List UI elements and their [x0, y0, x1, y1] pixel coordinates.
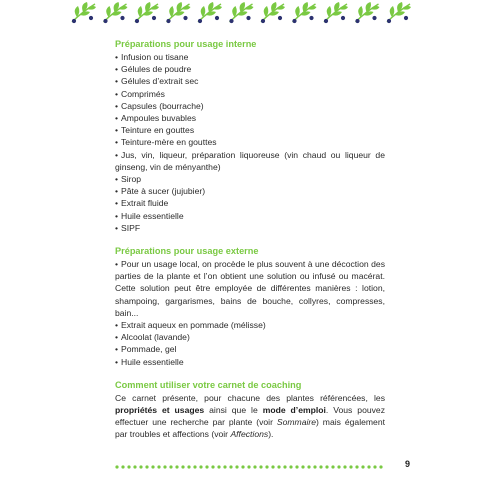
list-item-text: Pâte à sucer (jujubier) — [121, 186, 206, 197]
leaf-shape — [301, 11, 311, 15]
leaf-shape — [269, 11, 279, 15]
page-content — [115, 38, 385, 441]
leaf-shape — [206, 11, 216, 15]
leaf-shape — [182, 6, 191, 10]
external-use-list — [115, 258, 385, 368]
separator-dot — [127, 465, 130, 468]
list-item — [115, 51, 385, 63]
berry-dot — [135, 19, 139, 23]
leaf-shape — [114, 2, 119, 12]
separator-dot — [133, 465, 136, 468]
berry-dot — [198, 19, 202, 23]
berry-dot — [341, 16, 345, 20]
leaf-shape — [177, 2, 182, 12]
list-item-text: Extrait fluide — [121, 198, 169, 209]
bullet-glyph: • — [115, 174, 119, 185]
leaf-shape — [245, 6, 254, 10]
leaf-shape — [175, 11, 185, 15]
leaf-shape — [240, 2, 245, 12]
bullet-glyph: • — [115, 222, 119, 233]
separator-dot — [325, 465, 328, 468]
list-item — [115, 356, 385, 368]
separator-dot — [121, 465, 124, 468]
berry-dot — [404, 16, 408, 20]
berry-dot — [324, 19, 328, 23]
leaf-shape — [276, 6, 285, 10]
list-item — [115, 149, 385, 173]
separator-dot — [259, 465, 262, 468]
berry-dot — [72, 19, 76, 23]
list-item — [115, 210, 385, 222]
coaching-heading: Comment utiliser votre carnet de coaching — [115, 379, 302, 390]
list-item-text: Gélules de poudre — [121, 64, 192, 75]
separator-dot — [379, 465, 382, 468]
separator-dot — [187, 465, 190, 468]
separator-dot — [229, 465, 232, 468]
berry-dot — [166, 19, 170, 23]
separator-dot — [343, 465, 346, 468]
dotted-separator — [115, 464, 385, 470]
bullet-glyph: • — [115, 88, 119, 99]
coaching-paragraph — [115, 392, 385, 441]
bullet-glyph: • — [115, 320, 119, 331]
bullet-glyph: • — [115, 64, 119, 75]
list-item — [115, 124, 385, 136]
separator-dot — [181, 465, 184, 468]
list-item — [115, 136, 385, 148]
separator-dot — [199, 465, 202, 468]
separator-dot — [265, 465, 268, 468]
leaf-shape — [303, 2, 308, 12]
berry-dot — [152, 16, 156, 20]
separator-dot — [115, 465, 118, 468]
separator-dot — [295, 465, 298, 468]
bullet-glyph: • — [115, 332, 119, 343]
separator-dot — [373, 465, 376, 468]
separator-dot — [145, 465, 148, 468]
list-item — [115, 319, 385, 331]
list-item — [115, 173, 385, 185]
leaf-motif — [72, 2, 96, 23]
bullet-glyph: • — [115, 149, 119, 160]
list-item — [115, 63, 385, 75]
separator-dot — [151, 465, 154, 468]
bullet-glyph: • — [115, 344, 119, 355]
list-item-text: Pour un usage local, on procède le plus souvent à une décoction des parties de la plante et l’on obtient une solution ou infusé ou macérat. Cette solution peut être employée de différentes manières : lotion, shampoing, gargarismes, bains de bouche, collyres, compresses, bain... — [115, 259, 385, 318]
separator-dot — [307, 465, 310, 468]
berry-dot — [120, 16, 124, 20]
leaf-border-decoration — [68, 0, 415, 26]
list-item-text: Pommade, gel — [121, 344, 177, 355]
list-item-text: Huile essentielle — [121, 356, 184, 367]
berry-dot — [215, 16, 219, 20]
bullet-glyph: • — [115, 100, 119, 111]
bullet-glyph: • — [115, 259, 119, 270]
berry-dot — [309, 16, 313, 20]
coaching-bold-properties: propriétés et usages — [115, 405, 205, 416]
list-item-text: Comprimés — [121, 88, 165, 99]
list-item — [115, 88, 385, 100]
leaf-shape — [80, 11, 90, 15]
list-item — [115, 75, 385, 87]
berry-dot — [372, 16, 376, 20]
berry-dot — [261, 19, 265, 23]
leaf-motif — [135, 2, 159, 23]
bullet-glyph: • — [115, 198, 119, 209]
leaf-motif — [355, 2, 379, 23]
list-item-text: Gélules d’extrait sec — [121, 76, 199, 87]
list-item — [115, 222, 385, 234]
coaching-italic-sommaire: Sommaire — [276, 417, 317, 428]
leaf-shape — [143, 11, 153, 15]
leaf-shape — [213, 6, 222, 10]
leaf-shape — [308, 6, 317, 10]
coaching-italic-affections: Affections — [230, 429, 269, 440]
leaf-shape — [87, 6, 96, 10]
separator-dot — [253, 465, 256, 468]
bullet-glyph: • — [115, 125, 119, 136]
leaf-motif — [387, 2, 411, 23]
berry-dot — [246, 16, 250, 20]
list-item-text: Sirop — [121, 174, 142, 185]
bullet-glyph: • — [115, 52, 119, 62]
leaf-shape — [402, 6, 411, 10]
separator-dot — [355, 465, 358, 468]
bullet-glyph: • — [115, 76, 119, 87]
leaf-motif — [261, 2, 285, 23]
leaf-motif — [166, 2, 190, 23]
list-item-text: Infusion ou tisane — [121, 52, 189, 62]
separator-dot — [361, 465, 364, 468]
leaf-shape — [371, 6, 380, 10]
coaching-text-4: ) mais également par troubles et affections (voir — [115, 417, 385, 440]
coaching-text-5: ). — [268, 429, 274, 440]
separator-dot — [271, 465, 274, 468]
list-item-text: Huile essentielle — [121, 210, 184, 221]
list-item — [115, 197, 385, 209]
separator-dot — [349, 465, 352, 468]
berry-dot — [229, 19, 233, 23]
separator-dot — [235, 465, 238, 468]
leaf-shape — [208, 2, 213, 12]
list-item-text: Alcoolat (lavande) — [121, 332, 190, 343]
separator-dot — [175, 465, 178, 468]
separator-dot — [211, 465, 214, 468]
separator-dot — [223, 465, 226, 468]
separator-dot — [241, 465, 244, 468]
bullet-glyph: • — [115, 210, 119, 221]
list-item — [115, 331, 385, 343]
separator-dot — [337, 465, 340, 468]
leaf-shape — [332, 11, 342, 15]
coaching-bold-mode: mode d’emploi — [262, 405, 326, 416]
list-item-text: Teinture en gouttes — [121, 125, 195, 136]
internal-use-heading: Préparations pour usage interne — [115, 39, 257, 49]
separator-dot — [169, 465, 172, 468]
separator-dot — [289, 465, 292, 468]
separator-dot — [283, 465, 286, 468]
internal-use-list — [115, 51, 385, 234]
leaf-shape — [339, 6, 348, 10]
separator-dot — [247, 465, 250, 468]
separator-dot — [301, 465, 304, 468]
list-item — [115, 100, 385, 112]
coaching-text-1: Ce carnet présente, pour chacune des plantes référencées, les — [115, 392, 385, 403]
leaf-shape — [112, 11, 122, 15]
leaf-shape — [271, 2, 276, 12]
list-item-text: Extrait aqueux en pommade (mélisse) — [121, 320, 266, 331]
leaf-shape — [397, 2, 402, 12]
bullet-glyph: • — [115, 186, 119, 197]
leaf-shape — [395, 11, 405, 15]
berry-dot — [387, 19, 391, 23]
list-item — [115, 112, 385, 124]
leaf-motif — [103, 2, 127, 23]
page-number: 9 — [405, 459, 411, 469]
list-item-text: Ampoules buvables — [121, 113, 197, 124]
berry-dot — [103, 19, 107, 23]
separator-dot — [367, 465, 370, 468]
leaf-shape — [364, 11, 374, 15]
separator-dot — [205, 465, 208, 468]
leaf-shape — [366, 2, 371, 12]
leaf-shape — [119, 6, 128, 10]
separator-dot — [331, 465, 334, 468]
separator-dot — [313, 465, 316, 468]
list-item — [115, 343, 385, 355]
berry-dot — [183, 16, 187, 20]
separator-dot — [157, 465, 160, 468]
list-item-text: SIPF — [121, 222, 141, 233]
leaf-shape — [238, 11, 248, 15]
berry-dot — [292, 19, 296, 23]
leaf-motif — [324, 2, 348, 23]
external-use-heading: Préparations pour usage externe — [115, 246, 259, 257]
leaf-motif — [198, 2, 222, 23]
bullet-glyph: • — [115, 356, 119, 367]
separator-dot — [163, 465, 166, 468]
bullet-glyph: • — [115, 113, 119, 124]
coaching-text-2: ainsi que le — [204, 405, 263, 416]
coaching-text-3: . Vous pouvez effectuer une recherche par plante (voir — [115, 405, 385, 428]
leaf-motif — [229, 2, 253, 23]
leaf-shape — [334, 2, 339, 12]
berry-dot — [278, 16, 282, 20]
list-item-text: Jus, vin, liqueur, préparation liquoreuse (vin chaud ou liqueur de ginseng, vin de ményanthe) — [115, 149, 385, 172]
list-item — [115, 185, 385, 197]
leaf-shape — [145, 2, 150, 12]
leaf-shape — [150, 6, 159, 10]
list-item-text: Teinture-mère en gouttes — [121, 137, 217, 148]
leaf-motif — [292, 2, 316, 23]
berry-dot — [89, 16, 93, 20]
berry-dot — [355, 19, 359, 23]
separator-dot — [139, 465, 142, 468]
list-item — [115, 258, 385, 319]
list-item-text: Capsules (bourrache) — [121, 100, 204, 111]
leaf-shape — [82, 2, 87, 12]
separator-dot — [217, 465, 220, 468]
separator-dot — [277, 465, 280, 468]
separator-dot — [193, 465, 196, 468]
separator-dot — [319, 465, 322, 468]
bullet-glyph: • — [115, 137, 119, 148]
